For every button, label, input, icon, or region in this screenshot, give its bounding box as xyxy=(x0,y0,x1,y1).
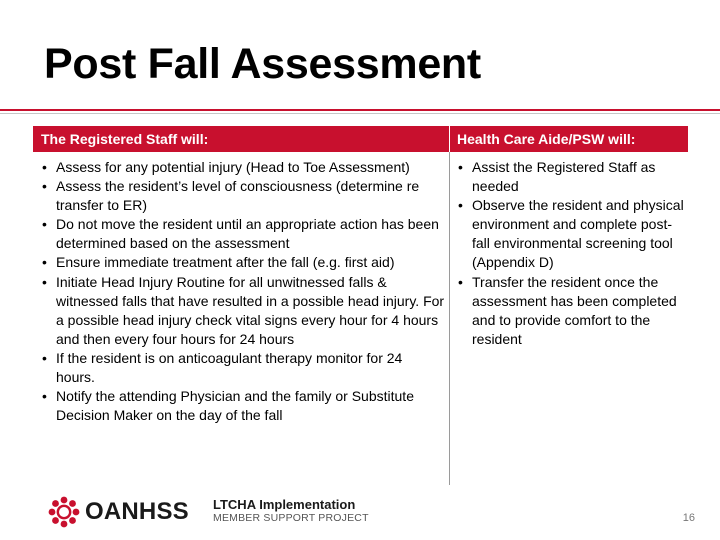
list-item: • Assess the resident’s level of consciousness (determine re transfer to ER) xyxy=(41,177,445,215)
project-subtitle: MEMBER SUPPORT PROJECT xyxy=(213,512,369,524)
list-item: • If the resident is on anticoagulant therapy monitor for 24 hours. xyxy=(41,349,445,387)
header-registered-staff: The Registered Staff will: xyxy=(41,131,209,147)
header-health-care-aide: Health Care Aide/PSW will: xyxy=(457,131,636,147)
page-number: 16 xyxy=(682,512,695,524)
flower-icon xyxy=(47,495,81,529)
title-divider-red xyxy=(0,109,720,111)
list-item: • Do not move the resident until an appropriate action has been determined based on the assessment xyxy=(41,215,445,253)
page-title: Post Fall Assessment xyxy=(44,40,481,88)
logo-text: OANHSS xyxy=(85,498,189,525)
list-item: • Notify the attending Physician and the family or Substitute Decision Maker on the day of the fall xyxy=(41,387,445,425)
assessment-table xyxy=(33,126,688,485)
project-title: LTCHA Implementation xyxy=(213,497,356,512)
list-item: • Transfer the resident once the assessment has been completed and to provide comfort to the resident xyxy=(457,273,685,349)
title-divider-gray xyxy=(0,113,720,114)
project-label xyxy=(213,497,369,525)
column-divider xyxy=(449,152,450,485)
registered-staff-list xyxy=(41,158,445,425)
header-divider xyxy=(449,126,450,152)
health-care-aide-list xyxy=(457,158,685,349)
list-item: • Assist the Registered Staff as needed xyxy=(457,158,685,196)
list-item: • Initiate Head Injury Routine for all unwitnessed falls & witnessed falls that have resulted in a possible head injury. For a possible head injury check vital signs every hour for 4 hours and then every four hours for 24 hours xyxy=(41,273,445,349)
list-item: • Observe the resident and physical environment and complete post-fall environmental screening tool (Appendix D) xyxy=(457,196,685,272)
list-item: • Assess for any potential injury (Head to Toe Assessment) xyxy=(41,158,445,177)
oanhss-logo xyxy=(47,494,189,530)
list-item: • Ensure immediate treatment after the fall (e.g. first aid) xyxy=(41,253,445,272)
